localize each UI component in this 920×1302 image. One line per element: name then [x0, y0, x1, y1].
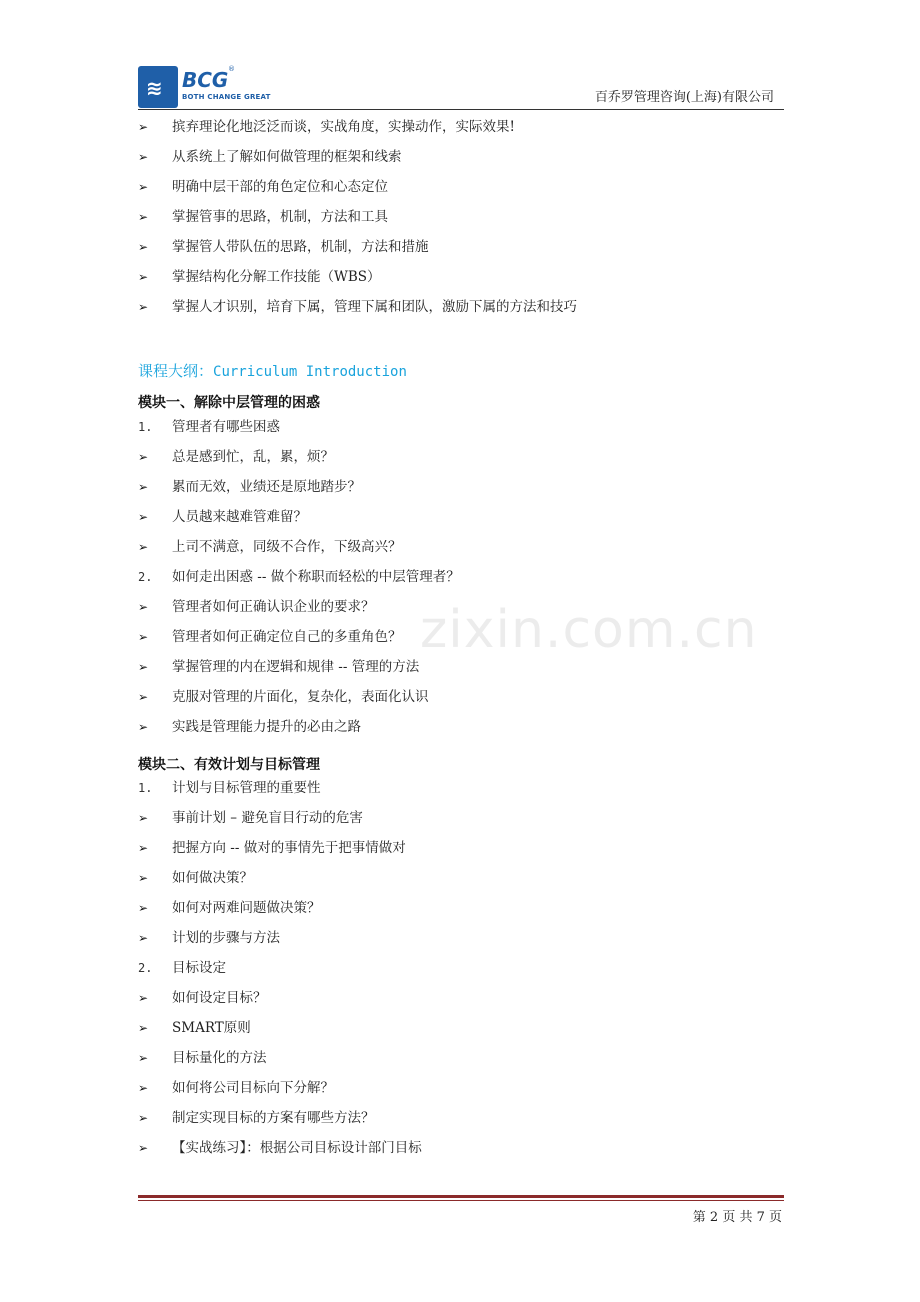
- arrow-bullet-icon: ➢: [138, 1021, 149, 1035]
- list-item-text: 管理者有哪些困惑: [172, 419, 280, 435]
- list-item: [138, 596, 375, 618]
- arrow-bullet-icon: ➢: [138, 720, 149, 734]
- arrow-bullet-icon: ➢: [138, 270, 149, 284]
- arrow-bullet-icon: ➢: [138, 931, 149, 945]
- arrow-bullet-icon: ➢: [138, 690, 149, 704]
- item-number: 1.: [138, 420, 153, 434]
- arrow-bullet-icon: ➢: [138, 901, 149, 915]
- module2-title: 模块二、有效计划与目标管理: [138, 757, 320, 773]
- list-item: [138, 446, 334, 468]
- arrow-bullet-icon: ➢: [138, 630, 149, 644]
- list-item: [138, 987, 267, 1009]
- arrow-bullet-icon: ➢: [138, 1081, 149, 1095]
- list-item-text: 克服对管理的片面化，复杂化，表面化认识: [172, 689, 429, 705]
- list-item-text: 掌握人才识别，培育下属，管理下属和团队，激励下属的方法和技巧: [172, 299, 577, 315]
- module1-title: 模块一、解除中层管理的困惑: [138, 395, 320, 411]
- arrow-bullet-icon: ➢: [138, 180, 149, 194]
- page-header: [138, 62, 784, 110]
- logo-text: BCG: [182, 68, 229, 92]
- logo-registered-mark: ®: [228, 65, 235, 73]
- list-item: [138, 867, 253, 889]
- arrow-bullet-icon: ➢: [138, 841, 149, 855]
- arrow-bullet-icon: ➢: [138, 1141, 149, 1155]
- footer-divider-thick: [138, 1195, 784, 1198]
- list-item: [138, 927, 280, 949]
- list-item: [138, 777, 321, 799]
- list-item: [138, 146, 402, 168]
- list-item: [138, 206, 388, 228]
- list-item-text: 如何将公司目标向下分解？: [172, 1080, 334, 1096]
- arrow-bullet-icon: ➢: [138, 991, 149, 1005]
- item-number: 2.: [138, 961, 153, 975]
- list-item-text: 把握方向 -- 做对的事情先于把事情做对: [172, 840, 406, 856]
- list-item-text: 从系统上了解如何做管理的框架和线索: [172, 149, 402, 165]
- list-item-text: 掌握管事的思路，机制，方法和工具: [172, 209, 388, 225]
- list-item-text: 累而无效，业绩还是原地踏步？: [172, 479, 361, 495]
- logo-tagline: BOTH CHANGE GREAT: [182, 93, 271, 101]
- list-item-text: 如何走出困惑 -- 做个称职而轻松的中层管理者？: [172, 569, 460, 585]
- watermark: zixin.com.cn: [420, 600, 758, 660]
- arrow-bullet-icon: ➢: [138, 120, 149, 134]
- arrow-bullet-icon: ➢: [138, 510, 149, 524]
- list-item: [138, 1137, 422, 1159]
- list-item: [138, 686, 429, 708]
- arrow-bullet-icon: ➢: [138, 240, 149, 254]
- list-item-text: 如何对两难问题做决策？: [172, 900, 321, 916]
- list-item-text: 实践是管理能力提升的必由之路: [172, 719, 361, 735]
- arrow-bullet-icon: ➢: [138, 450, 149, 464]
- list-item-text: 如何做决策？: [172, 870, 253, 886]
- list-item: [138, 807, 363, 829]
- list-item: [138, 897, 321, 919]
- arrow-bullet-icon: ➢: [138, 1051, 149, 1065]
- list-item-text: 人员越来越难管难留？: [172, 509, 307, 525]
- list-item-text: 掌握结构化分解工作技能（WBS）: [172, 269, 381, 285]
- arrow-bullet-icon: ➢: [138, 871, 149, 885]
- item-number: 1.: [138, 781, 153, 795]
- list-item: [138, 656, 419, 678]
- list-item: [138, 176, 388, 198]
- list-item-text: 管理者如何正确定位自己的多重角色？: [172, 629, 402, 645]
- list-item-text: 如何设定目标？: [172, 990, 267, 1006]
- arrow-bullet-icon: ➢: [138, 600, 149, 614]
- list-item: [138, 116, 515, 138]
- list-item: [138, 296, 577, 318]
- header-divider: [138, 109, 784, 110]
- list-item: [138, 266, 381, 288]
- footer-divider-thin: [138, 1200, 784, 1201]
- arrow-bullet-icon: ➢: [138, 660, 149, 674]
- curriculum-heading-en: Curriculum Introduction: [213, 364, 407, 380]
- list-item: [138, 416, 280, 438]
- arrow-bullet-icon: ➢: [138, 1111, 149, 1125]
- curriculum-heading-cn: 课程大纲：: [138, 362, 214, 380]
- company-name: 百乔罗管理咨询(上海)有限公司: [594, 90, 774, 105]
- list-item-text: 明确中层干部的角色定位和心态定位: [172, 179, 388, 195]
- list-item-text: 掌握管理的内在逻辑和规律 -- 管理的方法: [172, 659, 420, 675]
- list-item: [138, 837, 406, 859]
- arrow-bullet-icon: ➢: [138, 811, 149, 825]
- list-item-text: 【实战练习】：根据公司目标设计部门目标: [172, 1140, 422, 1156]
- list-item: [138, 506, 307, 528]
- list-item-text: 目标设定: [172, 960, 226, 976]
- list-item-text: 管理者如何正确认识企业的要求？: [172, 599, 375, 615]
- list-item-text: 事前计划 – 避免盲目行动的危害: [172, 810, 363, 826]
- list-item-text: 制定实现目标的方案有哪些方法？: [172, 1110, 375, 1126]
- list-item: [138, 1047, 267, 1069]
- list-item: [138, 1107, 375, 1129]
- arrow-bullet-icon: ➢: [138, 540, 149, 554]
- arrow-bullet-icon: ➢: [138, 480, 149, 494]
- list-item: [138, 626, 402, 648]
- list-item: [138, 476, 361, 498]
- list-item: [138, 957, 226, 979]
- list-item-text: 摈弃理论化地泛泛而谈，实战角度，实操动作，实际效果!: [172, 119, 515, 135]
- arrow-bullet-icon: ➢: [138, 300, 149, 314]
- curriculum-heading: [138, 360, 407, 381]
- item-number: 2.: [138, 570, 153, 584]
- page-number: 第 2 页 共 7 页: [692, 1210, 782, 1225]
- list-item-text: 计划的步骤与方法: [172, 930, 280, 946]
- list-item: [138, 536, 402, 558]
- arrow-bullet-icon: ➢: [138, 150, 149, 164]
- list-item: [138, 1017, 251, 1039]
- list-item-text: 上司不满意，同级不合作，下级高兴？: [172, 539, 402, 555]
- list-item-text: SMART原则: [172, 1020, 251, 1036]
- list-item: [138, 716, 361, 738]
- list-item-text: 掌握管人带队伍的思路，机制，方法和措施: [172, 239, 429, 255]
- list-item-text: 总是感到忙，乱，累，烦？: [172, 449, 334, 465]
- list-item: [138, 1077, 334, 1099]
- list-item-text: 目标量化的方法: [172, 1050, 267, 1066]
- bcg-logo-icon: ≋: [138, 66, 178, 108]
- list-item: [138, 566, 460, 588]
- arrow-bullet-icon: ➢: [138, 210, 149, 224]
- list-item: [138, 236, 429, 258]
- list-item-text: 计划与目标管理的重要性: [172, 780, 321, 796]
